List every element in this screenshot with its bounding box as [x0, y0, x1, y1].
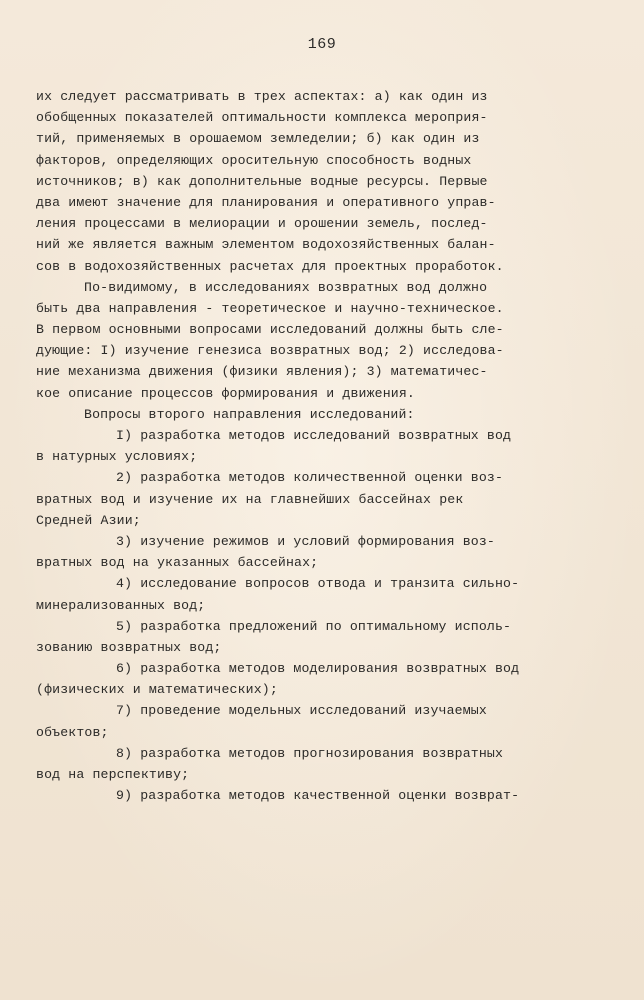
list-item-line: 4) исследование вопросов отвода и транзита сильно-	[116, 576, 520, 592]
list-item-line: Средней Азии;	[36, 512, 141, 528]
paragraph-line: обобщенных показателей оптимальности комплекса мероприя-	[36, 110, 488, 126]
paragraph-line: факторов, определяющих оросительную способность водных	[36, 152, 472, 168]
list-item-line: объектов;	[36, 724, 109, 740]
list-item-line: вратных вод и изучение их на главнейших бассейнах рек	[36, 491, 464, 507]
paragraph-line: тий, применяемых в орошаемом земледелии; б) как один из	[36, 131, 480, 147]
list-item-line: вратных вод на указанных бассейнах;	[36, 555, 319, 571]
paragraph-line: быть два направления - теоретическое и научно-техническое.	[36, 300, 504, 316]
list-item-line: 9) разработка методов качественной оценки возврат-	[116, 788, 520, 804]
paragraph-line: По-видимому, в исследованиях возвратных вод должно	[84, 279, 488, 295]
paragraph-line: ления процессами в мелиорации и орошении земель, послед-	[36, 216, 488, 232]
list-item-line: минерализованных вод;	[36, 597, 206, 613]
page-number: 169	[307, 36, 337, 53]
paragraph-line: сов в водохозяйственных расчетах для проектных проработок.	[36, 258, 504, 274]
paragraph-line: В первом основными вопросами исследований должны быть сле-	[36, 322, 504, 338]
list-item-line: 5) разработка предложений по оптимальному исполь-	[116, 618, 512, 634]
paragraph-line: Вопросы второго направления исследований:	[84, 406, 415, 422]
paragraph-line: кое описание процессов формирования и движения.	[36, 385, 415, 401]
body-text	[36, 86, 556, 806]
paragraph-line: источников; в) как дополнительные водные ресурсы. Первые	[36, 173, 488, 189]
list-item-line: 6) разработка методов моделирования возвратных вод	[116, 661, 520, 677]
paragraph-line: ний же является важным элементом водохозяйственных балан-	[36, 237, 496, 253]
paragraph-line: ние механизма движения (физики явления); 3) математичес-	[36, 364, 488, 380]
list-item-line: вод на перспективу;	[36, 767, 190, 782]
list-item-line: 3) изучение режимов и условий формирования воз-	[116, 533, 495, 549]
list-item-line: в натурных условиях;	[36, 449, 198, 465]
paragraph-line: два имеют значение для планирования и оперативного управ-	[36, 194, 496, 210]
list-item-line: 7) проведение модельных исследований изучаемых	[116, 703, 487, 719]
paragraph-line: дующие: I) изучение генезиса возвратных вод; 2) исследова-	[36, 343, 504, 359]
list-item-line: 2) разработка методов количественной оценки воз-	[116, 470, 504, 486]
paragraph-line: их следует рассматривать в трех аспектах: а) как один из	[36, 89, 488, 104]
list-item-line: 8) разработка методов прогнозирования возвратных	[116, 745, 504, 761]
list-item-line: I) разработка методов исследований возвратных вод	[116, 428, 512, 443]
list-item-line: зованию возвратных вод;	[36, 639, 222, 655]
list-item-line: (физических и математических);	[36, 682, 278, 698]
